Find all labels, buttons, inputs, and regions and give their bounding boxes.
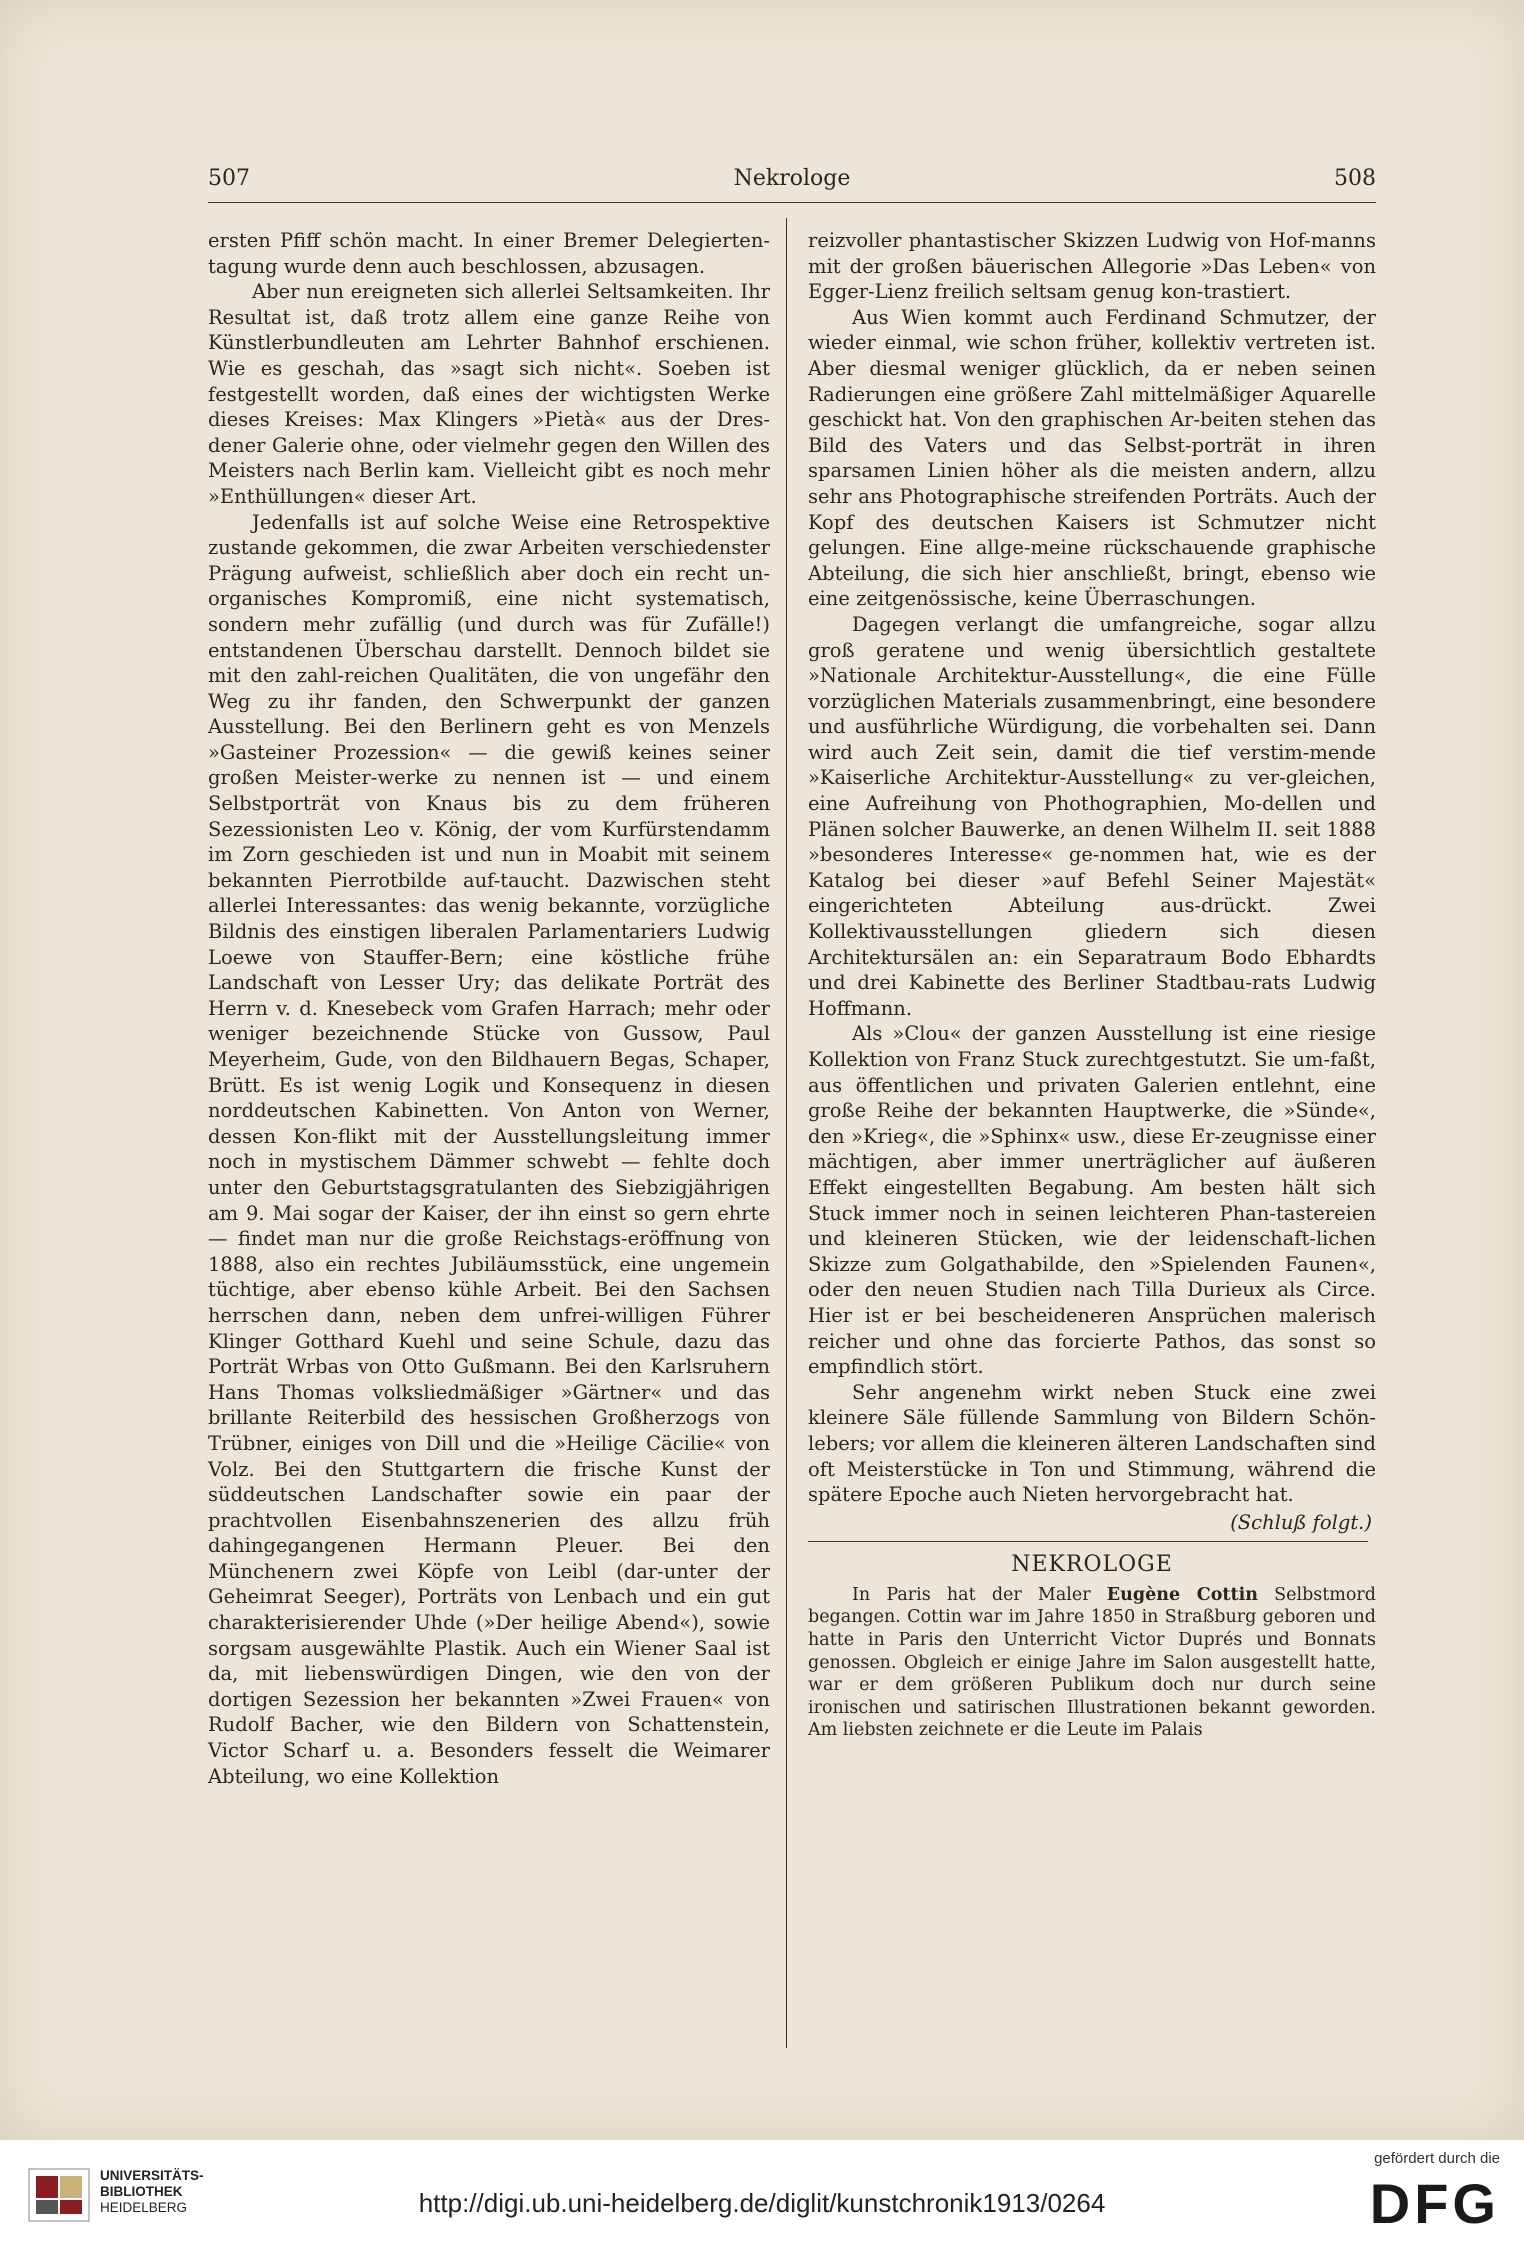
library-line: BIBLIOTHEK	[100, 2184, 183, 2199]
page-number-left: 507	[208, 166, 250, 191]
source-url[interactable]: http://digi.ub.uni-heidelberg.de/diglit/kunstchronik1913/0264	[418, 2188, 1106, 2218]
right-column	[808, 228, 1376, 1742]
funded-by-label: gefördert durch die	[1374, 2150, 1500, 2167]
obituary	[808, 1584, 1376, 1742]
section-title: NEKROLOGE	[1011, 1552, 1173, 1578]
column-divider	[786, 218, 787, 2048]
page-number-right: 508	[1334, 166, 1376, 191]
running-title: Nekrologe	[733, 166, 851, 191]
page-header	[208, 166, 1376, 196]
paragraph: ersten Pfiff schön macht. In einer Bremer Delegierten-tagung wurde denn auch beschlossen, abzusagen.	[208, 229, 770, 278]
left-column	[208, 228, 770, 1789]
library-line: HEIDELBERG	[100, 2200, 188, 2215]
library-line: UNIVERSITÄTS-	[100, 2168, 204, 2183]
continued-note: (Schluß folgt.)	[1230, 1510, 1372, 1534]
paragraph: reizvoller phantastischer Skizzen Ludwig von Hof-manns mit der großen bäuerischen Allegorie »Das Leben« von Egger-Lienz freilich seltsam genug kon-trastiert.	[808, 229, 1376, 304]
obituary-lead: In Paris hat der Maler	[852, 1584, 1091, 1605]
dfg-logo: DFG	[1369, 2172, 1500, 2235]
paragraph: Aus Wien kommt auch Ferdinand Schmutzer, der wieder einmal, wie schon früher, kollektiv vertreten ist. Aber diesmal weniger glücklich, da er neben seinen Radierungen eine größere Zahl mittelmäßiger Aquarelle geschickt hat. Von den graphischen Ar-beiten stehen das Bild des Vaters und das Selbst-porträt in ihren sparsamen Linien höher als die meisten andern, allzu sehr ans Photographische streifenden Porträts. Auch der Kopf des deutschen Kaisers ist Schmutzer nicht gelungen. Eine allge-meine rückschauende graphische Abteilung, die sich hier anschließt, bringt, ebenso wie eine zeitgenössische, keine Überraschungen.	[808, 305, 1376, 611]
obituary-text: Selbstmord begangen. Cottin war im Jahre 1850 in Straßburg geboren und hatte in Paris den Unterricht Victor Duprés und Bonnats genossen. Obgleich er einige Jahre im Salon ausgestellt hatte, war er dem größeren Publikum doch nur durch seine ironischen und satirischen Illustrationen bekannt geworden. Am liebsten zeichnete er die Leute im Palais	[808, 1584, 1376, 1741]
paragraph: Als »Clou« der ganzen Ausstellung ist eine riesige Kollektion von Franz Stuck zurechtgestutzt. Sie um-faßt, aus öffentlichen und privaten Galerien entlehnt, eine große Reihe der bekannten Hauptwerke, die »Sünde«, den »Krieg«, die »Sphinx« usw., diese Er-zeugnisse einer mächtigen, aber immer unerträglicher auf äußeren Effekt eingestellten Begabung. Am besten hält sich Stuck immer noch in seinen leichteren Phan-tastereien und kleineren Stücken, wie der leidenschaft-lichen Skizze zum Golgathabilde, den »Spielenden Faunen«, oder den neuen Studien nach Tilla Durieux als Circe. Hier ist er bei bescheideneren Ansprüchen malerisch reicher und ohne das forcierte Pathos, das sonst so empfindlich stört.	[808, 1022, 1376, 1379]
paragraph: Aber nun ereigneten sich allerlei Seltsamkeiten. Ihr Resultat ist, daß trotz allem eine ganze Reihe von Künstlerbundleuten am Lehrter Bahnhof erschienen. Wie es geschah, das »sagt sich nicht«. Soeben ist festgestellt worden, daß eines der wichtigsten Werke dieses Kreises: Max Klingers »Pietà« aus der Dres-dener Galerie ohne, oder vielmehr gegen den Willen des Meisters nach Berlin kam. Vielleicht gibt es noch mehr »Enthüllungen« dieser Art.	[208, 280, 770, 508]
header-rule	[208, 202, 1376, 203]
obituary-paragraph	[808, 1584, 1376, 1742]
paragraph: Jedenfalls ist auf solche Weise eine Retrospektive zustande gekommen, die zwar Arbeiten verschiedenster Prägung aufweist, schließlich aber doch ein recht un-organisches Kompromiß, eine nicht systematisch, sondern mehr zufällig (und durch was für Zufälle!) entstandenen Überschau darstellt. Dennoch bildet sie mit den zahl-reichen Qualitäten, die von ungefähr den Weg zu ihr fanden, den Schwerpunkt der ganzen Ausstellung. Bei den Berlinern geht es von Menzels »Gasteiner Prozession« — die gewiß keines seiner großen Meister-werke zu nennen ist — und einem Selbstporträt von Knaus bis zu dem früheren Sezessionisten Leo v. König, der vom Kurfürstendamm im Zorn geschieden ist und nun in Moabit mit seinem bekannten Pierrotbilde auf-taucht. Dazwischen steht allerlei Interessantes: das wenig bekannte, vorzügliche Bildnis des einstigen liberalen Parlamentariers Ludwig Loewe von Stauffer-Bern; eine köstliche frühe Landschaft von Lesser Ury; das delikate Porträt des Herrn v. d. Knesebeck vom Grafen Harrach; mehr oder weniger bezeichnende Stücke von Gussow, Paul Meyerheim, Gude, von den Bildhauern Begas, Schaper, Brütt. Es ist wenig Logik und Konsequenz in diesen norddeutschen Kabinetten. Von Anton von Werner, dessen Kon-flikt mit der Ausstellungsleitung immer noch in mystischem Dämmer schwebt — fehlte doch unter den Geburtstagsgratulanten des Siebzigjährigen am 9. Mai sogar der Kaiser, der ihn einst so gern ehrte — findet man nur die große Reichstags-eröffnung von 1888, also ein rechtes Jubiläumsstück, eine ungemein tüchtige, aber ebenso kühle Arbeit. Bei den Sachsen herrschen dann, neben dem unfrei-willigen Führer Klinger Gotthard Kuehl und seine Schule, dazu das Porträt Wrbas von Otto Gußmann. Bei den Karlsruhern Hans Thomas volksliedmäßiger »Gärtner« und das brillante Reiterbild des hessischen Großherzogs von Trübner, einiges von Dill und die »Heilige Cäcilie« von Volz. Bei den Stuttgartern die frische Kunst der süddeutschen Landschafter sowie ein paar der prachtvollen Eisenbahnszenerien des allzu früh dahingegangenen Hermann Pleuer. Bei den Münchenern zwei Köpfe von Leibl (dar-unter der Geheimrat Seeger), Porträts von Lenbach und ein gut charakterisierender Uhde (»Der heilige Abend«), sowie sorgsam ausgewählte Plastik. Auch ein Wiener Saal ist da, mit liebenswürdigen Dingen, wie den von der dortigen Sezession her bekannten »Zwei Frauen« von Rudolf Bacher, wie den Bildern von Schattenstein, Victor Scharf u. a. Besonders fesselt die Weimarer Abteilung, wo eine Kollektion	[208, 510, 770, 1788]
paragraph: Sehr angenehm wirkt neben Stuck eine zwei kleinere Säle füllende Sammlung von Bildern Schön-lebers; vor allem die kleineren älteren Landschaften sind oft Meisterstücke in Ton und Stimmung, während die spätere Epoche auch Nieten hervorgebracht hat.	[808, 1380, 1376, 1507]
paragraph: Dagegen verlangt die umfangreiche, sogar allzu groß geratene und wenig übersichtlich gestaltete »Nationale Architektur-Ausstellung«, die eine Fülle vorzüglichen Materials zusammenbringt, eine besondere und ausführliche Würdigung, die vorbehalten sei. Dann wird auch Zeit sein, damit die tief verstim-mende »Kaiserliche Architektur-Ausstellung« zu ver-gleichen, eine Aufreihung von Phothographien, Mo-dellen und Plänen solcher Bauwerke, an denen Wilhelm II. seit 1888 »besonderes Interesse« ge-nommen hat, wie es der Katalog bei dieser »auf Befehl Seiner Majestät« eingerichteten Abteilung aus-drückt. Zwei Kollektivausstellungen gliedern sich diesen Architektursälen an: ein Separatraum Bodo Ebhardts und drei Kabinette des Berliner Stadtbau-rats Ludwig Hoffmann.	[808, 612, 1376, 1020]
deceased-name: Eugène Cottin	[1106, 1584, 1258, 1605]
section-rule	[808, 1541, 1368, 1542]
